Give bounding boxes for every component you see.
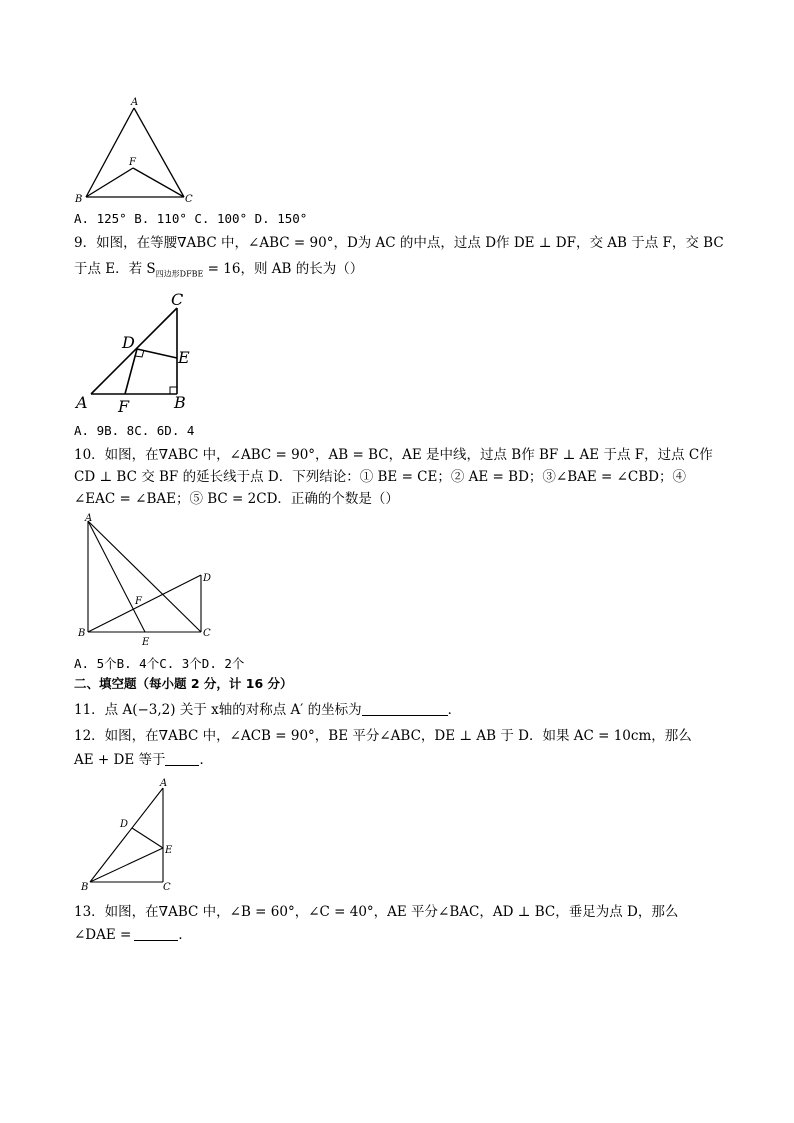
q10-stem-line2: CD ⊥ BC 交 BF 的延长线于点 D．下列结论：① BE = CE；② AE = BD；③∠BAE = ∠CBD；④ bbox=[74, 469, 687, 485]
edge-bf bbox=[86, 168, 133, 197]
label-f: F bbox=[135, 596, 142, 607]
label-c: C bbox=[163, 882, 171, 893]
label-b: B bbox=[75, 194, 83, 205]
label-b: B bbox=[81, 882, 89, 893]
label-d: D bbox=[120, 819, 129, 830]
label-c: C bbox=[185, 194, 193, 205]
edge-ac bbox=[134, 108, 184, 197]
label-a: A bbox=[76, 393, 88, 412]
figure-q12-triangle bbox=[74, 778, 184, 898]
label-b: B bbox=[174, 393, 186, 412]
q13-stem-line2 bbox=[74, 925, 192, 945]
label-b: B bbox=[78, 628, 86, 639]
q12-answer-blank[interactable] bbox=[165, 751, 199, 766]
q11-stem bbox=[74, 700, 461, 720]
q8-options: A. 125° B. 110° C. 100° D. 150° bbox=[74, 211, 308, 226]
label-a: A bbox=[160, 778, 168, 789]
edge-ae bbox=[88, 521, 145, 632]
edge-de bbox=[132, 828, 163, 848]
q9-stem-line2 bbox=[74, 259, 363, 285]
q11-end: ． bbox=[447, 702, 462, 718]
q9-stem-line1: 9．如图，在等腰∇ABC 中，∠ABC = 90°，D为 AC 的中点，过点 D作 DE ⊥ DF，交 AB 于点 F，交 BC bbox=[74, 235, 724, 251]
edge-bd bbox=[88, 575, 201, 632]
label-f: F bbox=[129, 157, 136, 168]
q13-answer-blank[interactable] bbox=[134, 926, 178, 941]
q11-answer-blank[interactable] bbox=[362, 701, 448, 716]
q13-end: ． bbox=[178, 927, 192, 943]
q12-stem-line1: 12．如图，在∇ABC 中，∠ACB = 90°，BE 平分∠ABC，DE ⊥ AB 于 D．如果 AC = 10cm，那么 bbox=[74, 728, 692, 744]
q12-stem-line2 bbox=[74, 750, 213, 770]
section-fill-in-heading: 二、填空题（每小题 2 分，计 16 分） bbox=[74, 676, 293, 691]
figure-q10-triangle bbox=[74, 510, 224, 650]
edge-be bbox=[90, 848, 163, 882]
edge-ab bbox=[86, 108, 134, 197]
figure-q8-triangle bbox=[74, 96, 204, 206]
q9-area-subscript: 四边形DFBE bbox=[155, 269, 204, 279]
q12-end: ． bbox=[199, 752, 213, 768]
figure-q9-triangle bbox=[74, 290, 204, 415]
q13-stem-line1: 13．如图，在∇ABC 中，∠B = 60°，∠C = 40°，AE 平分∠BAC，AD ⊥ BC，垂足为点 D，那么 bbox=[74, 904, 679, 920]
label-e: E bbox=[178, 348, 190, 367]
label-c: C bbox=[203, 628, 211, 639]
q9-line2-pre: 于点 E．若 S bbox=[74, 261, 156, 277]
label-d: D bbox=[122, 333, 135, 352]
label-e: E bbox=[142, 637, 150, 648]
q11-text: 11．点 A(−3,2) 关于 x轴的对称点 A′ 的坐标为 bbox=[74, 702, 362, 718]
label-d: D bbox=[203, 573, 212, 584]
edge-ab bbox=[90, 788, 163, 882]
q9-line2-post: = 16，则 AB 的长为（） bbox=[203, 261, 364, 277]
label-c: C bbox=[171, 290, 184, 309]
label-a: A bbox=[131, 97, 139, 108]
q10-stem-line3: ∠EAC = ∠BAE；⑤ BC = 2CD．正确的个数是（） bbox=[74, 491, 399, 507]
label-a: A bbox=[85, 513, 93, 524]
edge-ac bbox=[88, 521, 201, 632]
q13-text: ∠DAE = bbox=[74, 927, 132, 943]
q10-options: A. 5个B. 4个C. 3个D. 2个 bbox=[74, 656, 245, 671]
q9-options: A. 9B. 8C. 6D. 4 bbox=[74, 423, 195, 438]
q12-text: AE + DE 等于 bbox=[74, 752, 166, 768]
q10-stem-line1: 10．如图，在∇ABC 中，∠ABC = 90°，AB = BC，AE 是中线，过点 B作 BF ⊥ AE 于点 F，过点 C作 bbox=[74, 447, 713, 463]
label-f: F bbox=[118, 397, 130, 416]
label-e: E bbox=[165, 845, 173, 856]
